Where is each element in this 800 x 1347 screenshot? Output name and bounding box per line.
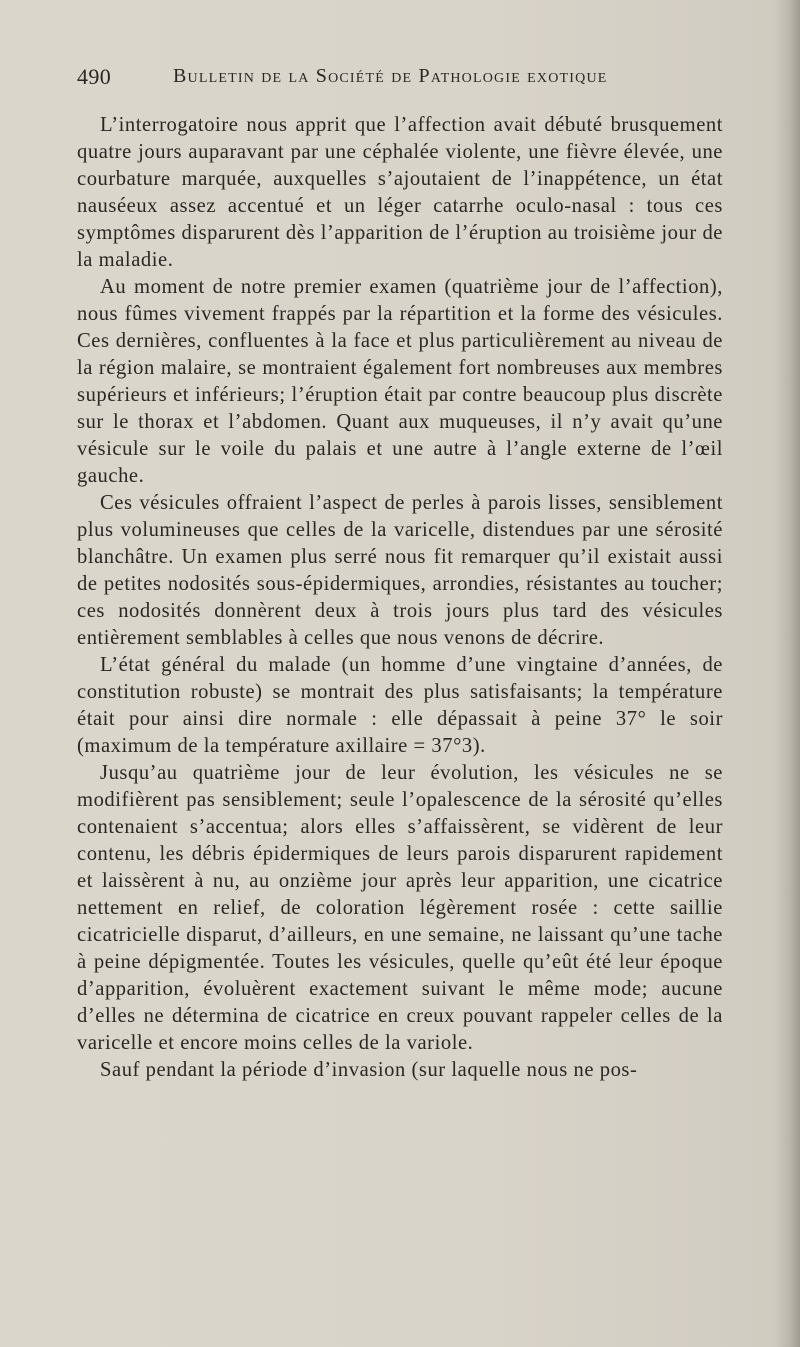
page-number: 490 xyxy=(77,64,112,89)
paragraph: Jusqu’au quatrième jour de leur évolution, les vésicules ne se modifièrent pas sensiblement; seule l’opalescence de la sérosité qu’elles contenaient s’accentua; alors elles s’affaissèrent, se vidèrent de leur contenu, les débris épidermiques de leurs parois disparurent rapidement et laissèrent à nu, au onzième jour après leur apparition, une cicatrice nettement en relief, de coloration légèrement rosée : cette saillie cicatricielle disparut, d’ailleurs, en une semaine, ne laissant qu’une tache à peine dépigmentée. Toutes les vésicules, quelle qu’eût été leur époque d’apparition, évoluèrent exactement suivant le même mode; aucune d’elles ne détermina de cicatrice en creux pouvant rappeler celles de la varicelle et encore moins celles de la variole. xyxy=(77,762,723,1054)
paragraph: L’interrogatoire nous apprit que l’affection avait débuté brusquement quatre jours auparavant par une céphalée violente, une fièvre élevée, une courbature marquée, auxquelles s’ajoutaient de l’inappétence, un état nauséeux assez accentué et un léger catarrhe oculo-nasal : tous ces symptômes disparurent dès l’apparition de l’éruption au troisième jour de la maladie. xyxy=(77,114,723,271)
body-text xyxy=(77,112,723,1084)
page-edge-shadow xyxy=(774,0,800,1347)
running-title: Bulletin de la Société de Pathologie exotique xyxy=(173,65,608,87)
paragraph: Sauf pendant la période d’invasion (sur laquelle nous ne pos- xyxy=(100,1059,638,1081)
paragraph: Ces vésicules offraient l’aspect de perles à parois lisses, sensiblement plus volumineuses que celles de la varicelle, distendues par une sérosité blanchâtre. Un examen plus serré nous fit remarquer qu’il existait aussi de petites nodosités sous-épidermiques, arrondies, résistantes au toucher; ces nodosités donnèrent deux à trois jours plus tard des vésicules entièrement semblables à celles que nous venons de décrire. xyxy=(77,492,723,649)
page-header xyxy=(77,64,717,102)
paragraph: Au moment de notre premier examen (quatrième jour de l’affection), nous fûmes vivement frappés par la répartition et la forme des vésicules. Ces dernières, confluentes à la face et plus particulièrement au niveau de la région malaire, se montraient également fort nombreuses aux membres supérieurs et inférieurs; l’éruption était par contre beaucoup plus discrète sur le thorax et l’abdomen. Quant aux muqueuses, il n’y avait qu’une vésicule sur le voile du palais et une autre à l’angle externe de l’œil gauche. xyxy=(77,276,723,487)
paragraph: L’état général du malade (un homme d’une vingtaine d’années, de constitution robuste) se montrait des plus satisfaisants; la température était pour ainsi dire normale : elle dépassait à peine 37° le soir (maximum de la température axillaire = 37°3). xyxy=(77,654,723,757)
